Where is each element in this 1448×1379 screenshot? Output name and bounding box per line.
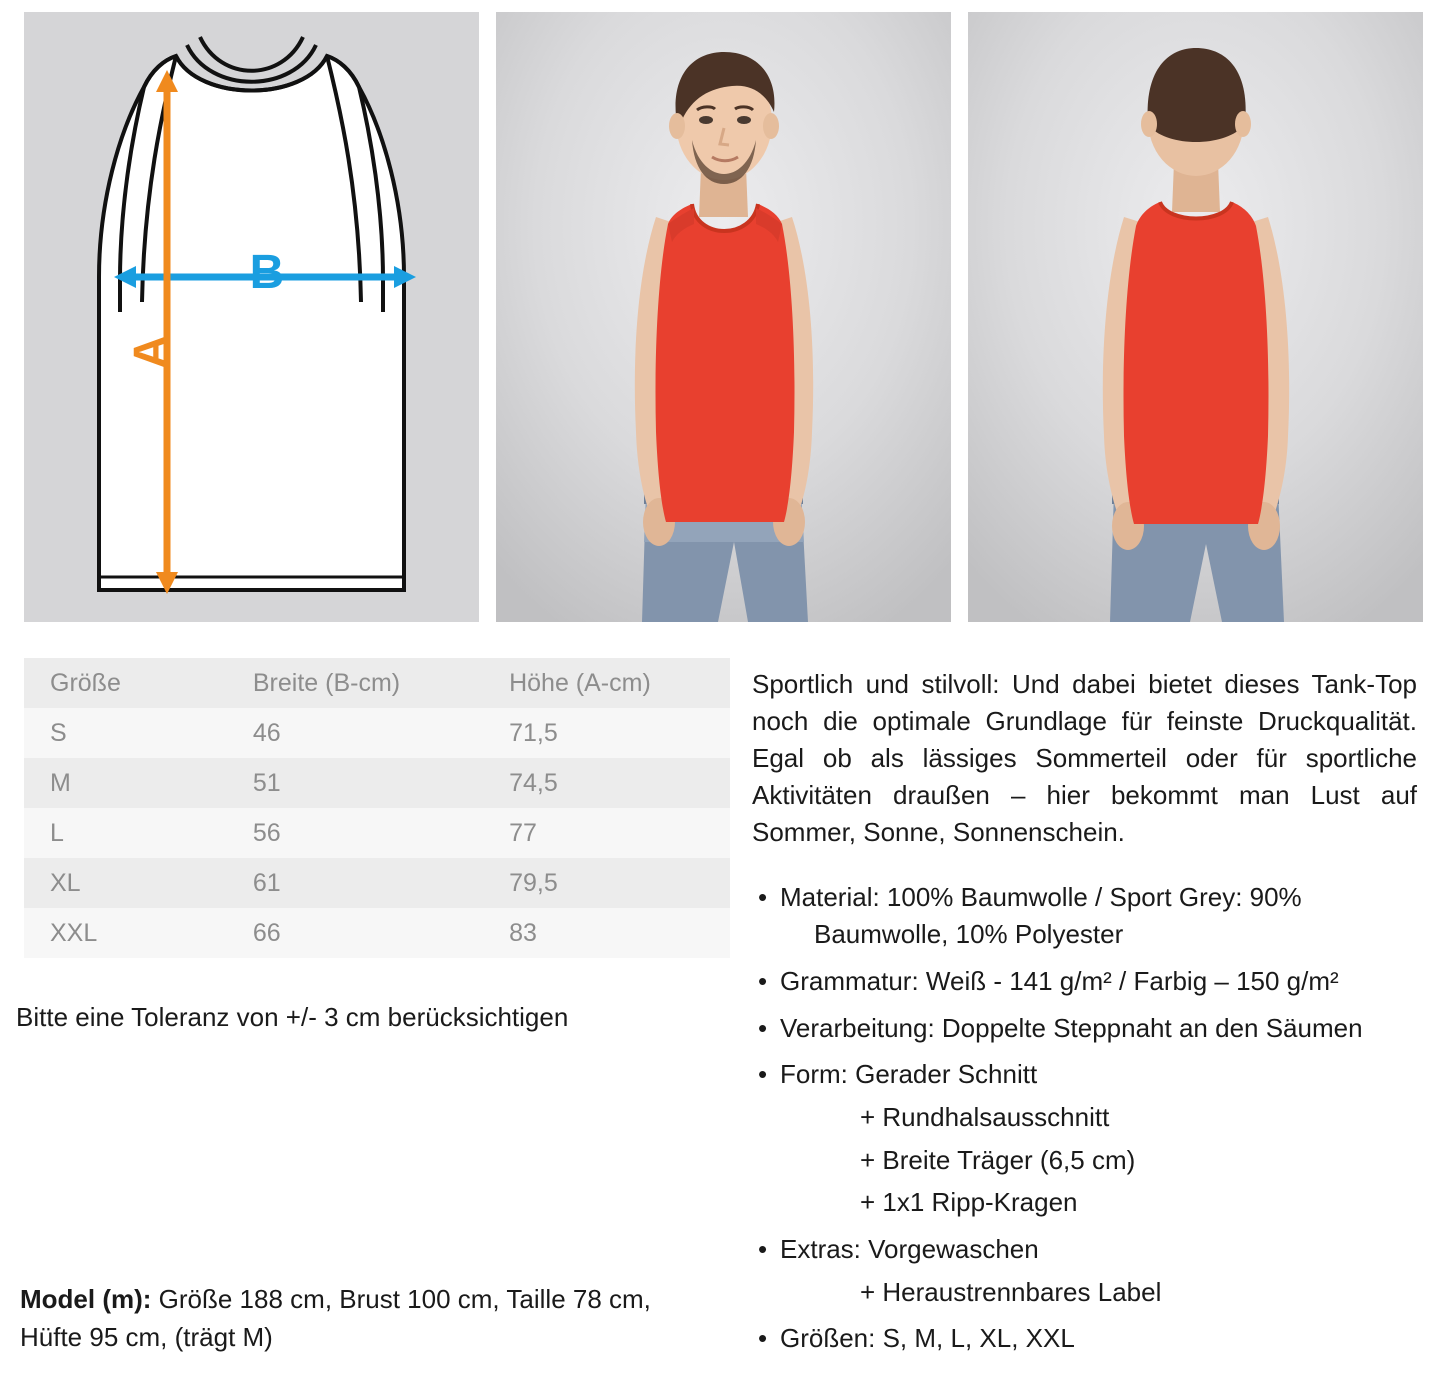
table-header-row (24, 658, 730, 708)
table-row (24, 908, 730, 958)
list-item (752, 963, 1417, 1001)
svg-text:B: B (249, 246, 285, 299)
list-item (752, 1231, 1417, 1311)
cell-size: M (50, 768, 71, 797)
header-width: Breite (B-cm) (252, 668, 401, 697)
cell-width: 56 (252, 818, 281, 847)
size-table (24, 658, 730, 958)
cell-size: S (50, 718, 67, 747)
description-column (752, 666, 1417, 1367)
model-info (20, 1281, 720, 1356)
model-back-illustration (968, 12, 1423, 622)
cell-height: 83 (509, 918, 537, 947)
tolerance-note: Bitte eine Toleranz von +/- 3 cm berücksichtigen (16, 1002, 569, 1032)
cell-size: XXL (50, 918, 98, 947)
list-item (752, 879, 1417, 954)
feature-list (752, 879, 1417, 1359)
feature-continuation: Baumwolle, 10% Polyester (814, 919, 1124, 950)
feature-text: Verarbeitung: Doppelte Steppnaht an den Säumen (780, 1012, 1363, 1043)
cell-width: 61 (252, 868, 281, 897)
list-item (752, 1056, 1417, 1222)
cell-size: L (50, 818, 64, 847)
svg-text:A: A (125, 334, 178, 370)
table-row (24, 758, 730, 808)
header-size: Größe (50, 668, 121, 697)
model-front-illustration (496, 12, 951, 622)
table-row (24, 708, 730, 758)
feature-text: Form: Gerader Schnitt (780, 1059, 1038, 1090)
feature-sub: + Breite Träger (6,5 cm) (860, 1144, 1136, 1175)
cell-height: 79,5 (509, 868, 558, 897)
cell-height: 71,5 (509, 718, 558, 747)
cell-height: 74,5 (509, 768, 558, 797)
feature-text: Größen: S, M, L, XL, XXL (780, 1323, 1075, 1354)
list-item (752, 1320, 1417, 1358)
table-row (24, 808, 730, 858)
tank-top-diagram-icon (24, 12, 479, 622)
schematic-panel (24, 12, 479, 622)
feature-text: Extras: Vorgewaschen (780, 1234, 1039, 1265)
feature-sub: + Heraustrennbares Label (860, 1276, 1162, 1307)
feature-sub: + 1x1 Ripp-Kragen (860, 1187, 1078, 1218)
feature-text: Grammatur: Weiß - 141 g/m² / Farbig – 150 g/m² (780, 965, 1339, 996)
cell-width: 51 (252, 768, 281, 797)
back-photo-panel (968, 12, 1423, 622)
front-photo-panel (496, 12, 951, 622)
cell-size: XL (50, 868, 81, 897)
model-info-label: Model (m): (20, 1284, 152, 1314)
cell-width: 66 (252, 918, 281, 947)
model-info-text: Größe 188 cm, Brust 100 cm, Taille 78 cm, Hüfte 95 cm, (trägt M) (20, 1284, 651, 1352)
feature-sub: + Rundhalsausschnitt (860, 1101, 1110, 1132)
cell-width: 46 (252, 718, 281, 747)
header-height: Höhe (A-cm) (509, 668, 651, 697)
table-row (24, 858, 730, 908)
product-image-row (24, 12, 1424, 622)
description-paragraph: Sportlich und stilvoll: Und dabei bietet dieses Tank-Top noch die optimale Grundlage für feinste Druckqualität. Egal ob als lässiges Sommerteil oder für sportliche Aktivitäten draußen – hier bekommt man Lust auf Sommer, Sonne, Sonnenschein. (752, 669, 1417, 847)
list-item (752, 1010, 1417, 1048)
cell-height: 77 (509, 818, 537, 847)
feature-text: Material: 100% Baumwolle / Sport Grey: 90% (780, 881, 1302, 912)
